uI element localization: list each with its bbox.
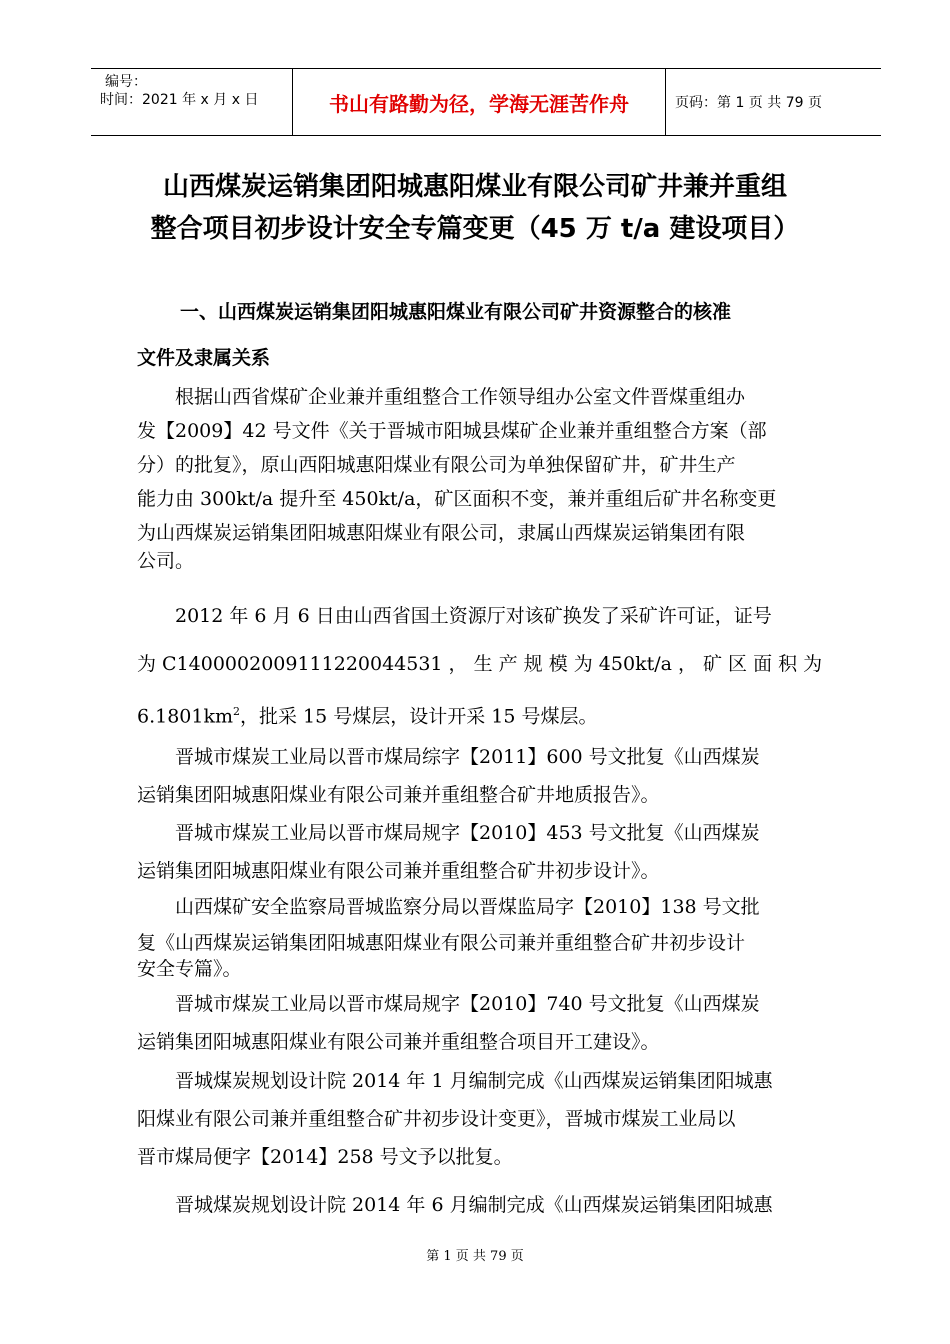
header-table [91,68,881,136]
paragraph-line: 运销集团阳城惠阳煤业有限公司兼并重组整合矿井初步设计》。 [137,860,660,882]
section-1-heading-line-2: 文件及隶属关系 [137,347,271,369]
page-footer: 第 1 页 共 79 页 [426,1249,524,1264]
paragraph-line: 运销集团阳城惠阳煤业有限公司兼并重组整合项目开工建设》。 [137,1031,660,1053]
paragraph-line: 为 C1400002009111220044531 ， 生 产 规 模 为 450kt/a ， 矿 区 面 积 为 [137,653,823,675]
document-time-label: 时间：2021 年 x 月 x 日 [100,92,259,108]
title-line-2: 整合项目初步设计安全专篇变更（45 万 t/a 建设项目） [150,214,800,244]
paragraph-line: 能力由 300kt/a 提升至 450kt/a，矿区面积不变，兼并重组后矿井名称变更 [137,488,777,510]
paragraph-line: 公司。 [137,550,195,572]
paragraph-line: 山西煤矿安全监察局晋城监察分局以晋煤监局字【2010】138 号文批 [137,896,760,918]
paragraph-line: 复《山西煤炭运销集团阳城惠阳煤业有限公司兼并重组整合矿井初步设计 [137,932,746,954]
paragraph-line [137,688,837,736]
header-page-info: 页码：第 1 页 共 79 页 [675,95,822,111]
header-motto: 书山有路勤为径，学海无涯苦作舟 [293,69,666,135]
header-meta-cell [91,69,293,135]
paragraph-6 [137,985,837,1061]
paragraph-5 [137,890,837,982]
section-1-heading-line-1: 一、山西煤炭运销集团阳城惠阳煤业有限公司矿井资源整合的核准 [180,301,732,323]
paragraph-line: 晋城市煤炭工业局以晋市煤局综字【2011】600 号文批复《山西煤炭 [137,746,760,768]
paragraph-line: 晋城煤炭规划设计院 2014 年 6 月编制完成《山西煤炭运销集团阳城惠 [137,1194,773,1216]
paragraph-line: 晋市煤局便字【2014】258 号文予以批复。 [137,1146,513,1168]
paragraph-1 [137,380,837,572]
area-rest: ，批采 15 号煤层，设计开采 15 号煤层。 [240,705,598,728]
paragraph-3 [137,738,837,814]
paragraph-2 [137,592,837,736]
paragraph-line: 根据山西省煤矿企业兼并重组整合工作领导组办公室文件晋煤重组办 [137,386,746,408]
paragraph-line: 晋城市煤炭工业局以晋市煤局规字【2010】740 号文批复《山西煤炭 [137,993,760,1015]
paragraph-line: 运销集团阳城惠阳煤业有限公司兼并重组整合矿井地质报告》。 [137,784,660,806]
paragraph-8 [137,1188,837,1222]
title-line-1: 山西煤炭运销集团阳城惠阳煤业有限公司矿井兼并重组 [162,172,787,202]
paragraph-line: 发【2009】42 号文件《关于晋城市阳城县煤矿企业兼并重组整合方案（部 [137,420,767,442]
paragraph-4 [137,814,837,890]
paragraph-line: 为山西煤炭运销集团阳城惠阳煤业有限公司，隶属山西煤炭运销集团有限 [137,522,746,544]
area-value: 6.1801km [137,705,234,728]
paragraph-line: 阳煤业有限公司兼并重组整合矿井初步设计变更》，晋城市煤炭工业局以 [137,1108,736,1130]
paragraph-line: 安全专篇》。 [137,958,242,980]
paragraph-7 [137,1062,837,1176]
paragraph-line: 晋城煤炭规划设计院 2014 年 1 月编制完成《山西煤炭运销集团阳城惠 [137,1070,773,1092]
paragraph-line: 晋城市煤炭工业局以晋市煤局规字【2010】453 号文批复《山西煤炭 [137,822,760,844]
document-number-label: 编号： [105,74,147,90]
document-title [110,166,840,250]
superscript: 2 [233,705,241,718]
paragraph-line: 2012 年 6 月 6 日由山西省国土资源厅对该矿换发了采矿许可证，证号 [137,605,772,627]
paragraph-line: 分）的批复》，原山西阳城惠阳煤业有限公司为单独保留矿井，矿井生产 [137,454,736,476]
